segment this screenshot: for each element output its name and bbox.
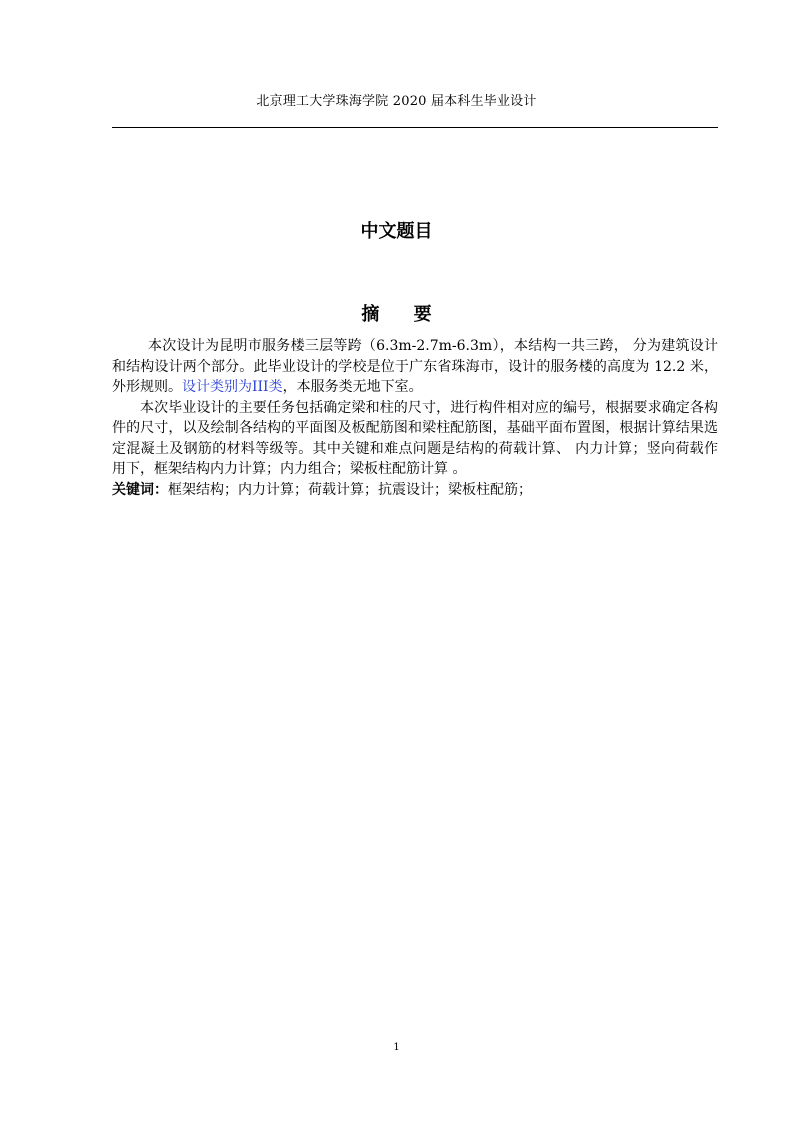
keywords-text: 框架结构；内力计算；荷载计算；抗震设计；梁板柱配筋；: [168, 481, 532, 498]
keywords-label: 关键词：: [112, 481, 168, 498]
abstract-paragraph-1-tail: ，本服务类无地下室。: [282, 379, 423, 395]
abstract-paragraph-1-text: 本次设计为昆明市服务楼三层等跨（6.3m-2.7m-6.3m），本结构一共三跨， 分为建筑设计和结构设计两个部分。此毕业设计的学校是位于广东省珠海市，设计的服务楼的高度为 12.2 米，外形规则。: [112, 338, 718, 395]
header-divider: [112, 127, 718, 128]
abstract-paragraph-2: 本次毕业设计的主要任务包括确定梁和柱的尺寸，进行构件相对应的编号，根据要求确定各构件的尺寸，以及绘制各结构的平面图及板配筋图和梁柱配筋图，基础平面布置图，根据计算结果选定混凝土及钢筋的材料等级等。其中关键和难点问题是结构的荷载计算、 内力计算；竖向荷载作用下，框架结构内力计算；内力组合；梁板柱配筋计算 。: [112, 399, 718, 477]
abstract-paragraph-1: [112, 336, 718, 398]
page-number: 1: [393, 1042, 400, 1053]
abstract-body: [112, 336, 718, 500]
abstract-heading: 摘 要: [361, 304, 446, 325]
keywords-line: [112, 480, 718, 501]
document-title: 中文题目: [360, 221, 433, 242]
design-category-highlight: 设计类别为III类: [182, 379, 283, 395]
page-header: 北京理工大学珠海学院 2020 届本科生毕业设计: [256, 94, 537, 109]
